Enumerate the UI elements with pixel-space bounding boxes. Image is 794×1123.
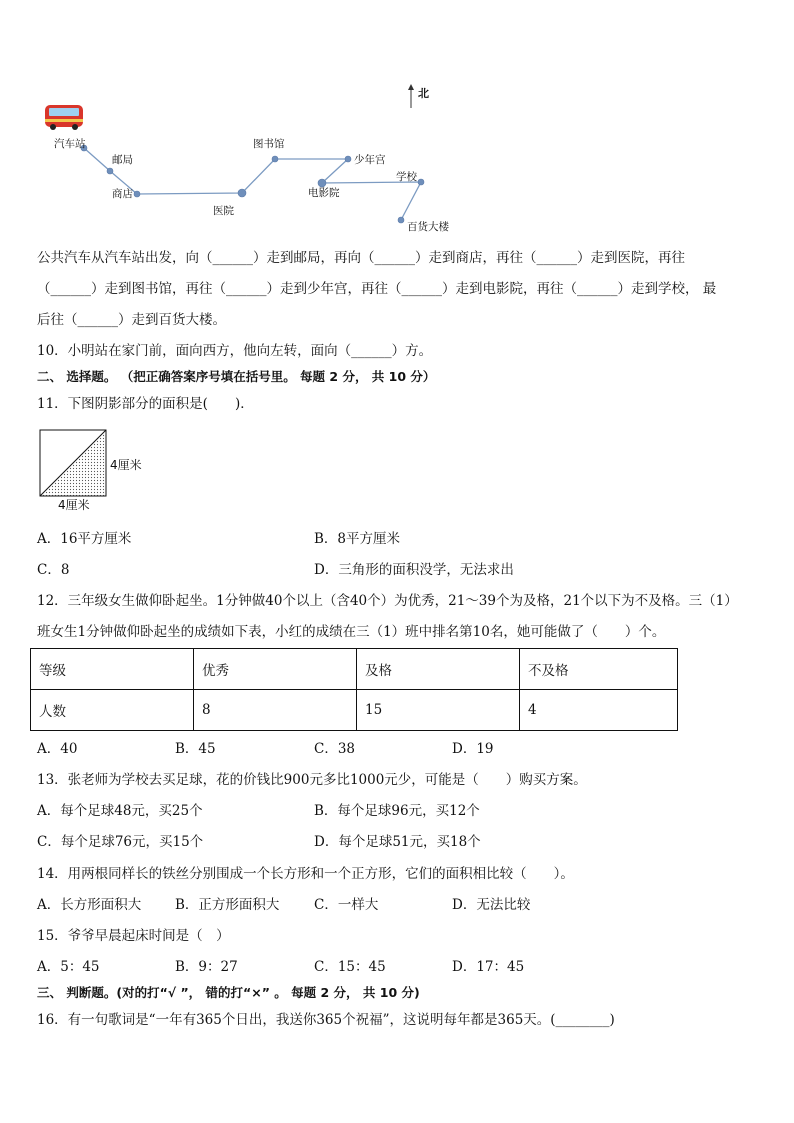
q15-stem: 15．爷爷早晨起床时间是（ ） xyxy=(37,928,230,944)
bus-icon xyxy=(45,105,83,130)
stop-department-store-dot xyxy=(398,217,404,223)
stop-label-cinema: 电影院 xyxy=(308,187,340,199)
q12-option-c[interactable]: C．38 xyxy=(314,741,356,757)
q14-stem: 14．用两根同样长的铁丝分别围成一个长方形和一个正方形，它们的面积相比较（ ）。 xyxy=(37,866,574,882)
stop-label-hospital: 医院 xyxy=(213,205,234,217)
q11-option-b[interactable]: B．8平方厘米 xyxy=(314,531,401,547)
q9-line-3: 后往（______）走到百货大楼。 xyxy=(37,312,226,328)
north-label: 北 xyxy=(418,87,429,100)
q14-option-c[interactable]: C．一样大 xyxy=(314,897,379,913)
table-cell: 4 xyxy=(520,690,678,731)
q15-option-a[interactable]: A．5：45 xyxy=(37,959,100,975)
q12-score-table xyxy=(30,648,678,731)
q12-stem-line-1: 12．三年级女生做仰卧起坐。1分钟做40个以上（含40个）为优秀，21～39个为及格，21个以下为不及格。三（1） xyxy=(37,593,738,609)
q13-stem: 13．张老师为学校去买足球，花的价钱比900元多比1000元少，可能是（ ）购买方案。 xyxy=(37,772,587,788)
q12-option-d[interactable]: D．19 xyxy=(452,741,494,757)
q15-option-d[interactable]: D．17：45 xyxy=(452,959,525,975)
section-3-heading: 三、 判断题。(对的打“√ ”， 错的打“×” 。 每题 2 分， 共 10 分) xyxy=(37,985,420,1000)
q12-stem-line-2: 班女生1分钟做仰卧起坐的成绩如下表，小红的成绩在三（1）班中排名第10名，她可能做了（ ）个。 xyxy=(37,624,666,640)
q11-option-a[interactable]: A．16平方厘米 xyxy=(37,531,132,547)
stop-label-post-office: 邮局 xyxy=(112,154,133,166)
stop-shop-dot xyxy=(134,191,140,197)
table-header-row xyxy=(31,649,678,690)
q10-text: 10．小明站在家门前，面向西方，他向左转，面向（______）方。 xyxy=(37,343,433,359)
q15-option-b[interactable]: B．9：27 xyxy=(175,959,238,975)
table-header-cell: 及格 xyxy=(357,649,520,690)
q13-option-b[interactable]: B．每个足球96元，买12个 xyxy=(314,803,480,819)
q13-option-a[interactable]: A．每个足球48元，买25个 xyxy=(37,803,203,819)
stop-label-youth-palace: 少年宫 xyxy=(354,154,386,166)
q14-option-d[interactable]: D．无法比较 xyxy=(452,897,531,913)
stop-post-office-dot xyxy=(107,168,113,174)
q13-option-d[interactable]: D．每个足球51元，买18个 xyxy=(314,834,481,850)
stop-label-school: 学校 xyxy=(396,171,417,183)
table-header-cell: 等级 xyxy=(31,649,194,690)
stop-label-bus-station: 汽车站 xyxy=(54,138,86,150)
stop-hospital-dot xyxy=(238,189,246,197)
q14-option-b[interactable]: B．正方形面积大 xyxy=(175,897,280,913)
north-arrow-head xyxy=(408,84,414,90)
q9-line-1: 公共汽车从汽车站出发，向（______）走到邮局，再向（______）走到商店，再往（______）走到医院，再往 xyxy=(37,250,685,266)
table-cell: 15 xyxy=(357,690,520,731)
q11-bottom-label: 4厘米 xyxy=(58,498,90,512)
stop-youth-palace-dot xyxy=(345,156,351,162)
table-header-cell: 优秀 xyxy=(194,649,357,690)
q11-stem: 11．下图阴影部分的面积是( )． xyxy=(37,396,254,412)
q15-option-c[interactable]: C．15：45 xyxy=(314,959,386,975)
q9-line-2: （______）走到图书馆，再往（______）走到少年宫，再往（______）走到电影院，再往（______）走到学校， 最 xyxy=(37,281,717,297)
q11-option-d[interactable]: D．三角形的面积没学，无法求出 xyxy=(314,562,514,578)
table-cell: 人数 xyxy=(31,690,194,731)
stop-label-library: 图书馆 xyxy=(253,138,285,150)
table-header-cell: 不及格 xyxy=(520,649,678,690)
stop-label-department-store: 百货大楼 xyxy=(407,221,449,233)
q13-option-c[interactable]: C．每个足球76元，买15个 xyxy=(37,834,204,850)
stop-library-dot xyxy=(272,156,278,162)
table-row xyxy=(31,690,678,731)
q16-text: 16．有一句歌词是“一年有365个日出，我送你365个祝福”，这说明每年都是365天。(________) xyxy=(37,1012,615,1028)
stop-label-shop: 商店 xyxy=(112,188,133,200)
q12-option-b[interactable]: B．45 xyxy=(175,741,216,757)
q11-option-c[interactable]: C．8 xyxy=(37,562,70,578)
stop-school-dot xyxy=(418,179,424,185)
q11-right-label: 4厘米 xyxy=(110,458,142,472)
table-cell: 8 xyxy=(194,690,357,731)
q14-option-a[interactable]: A．长方形面积大 xyxy=(37,897,142,913)
route-map xyxy=(0,0,794,240)
q12-option-a[interactable]: A．40 xyxy=(37,741,78,757)
section-2-heading: 二、 选择题。 （把正确答案序号填在括号里。 每题 2 分， 共 10 分） xyxy=(37,369,436,384)
